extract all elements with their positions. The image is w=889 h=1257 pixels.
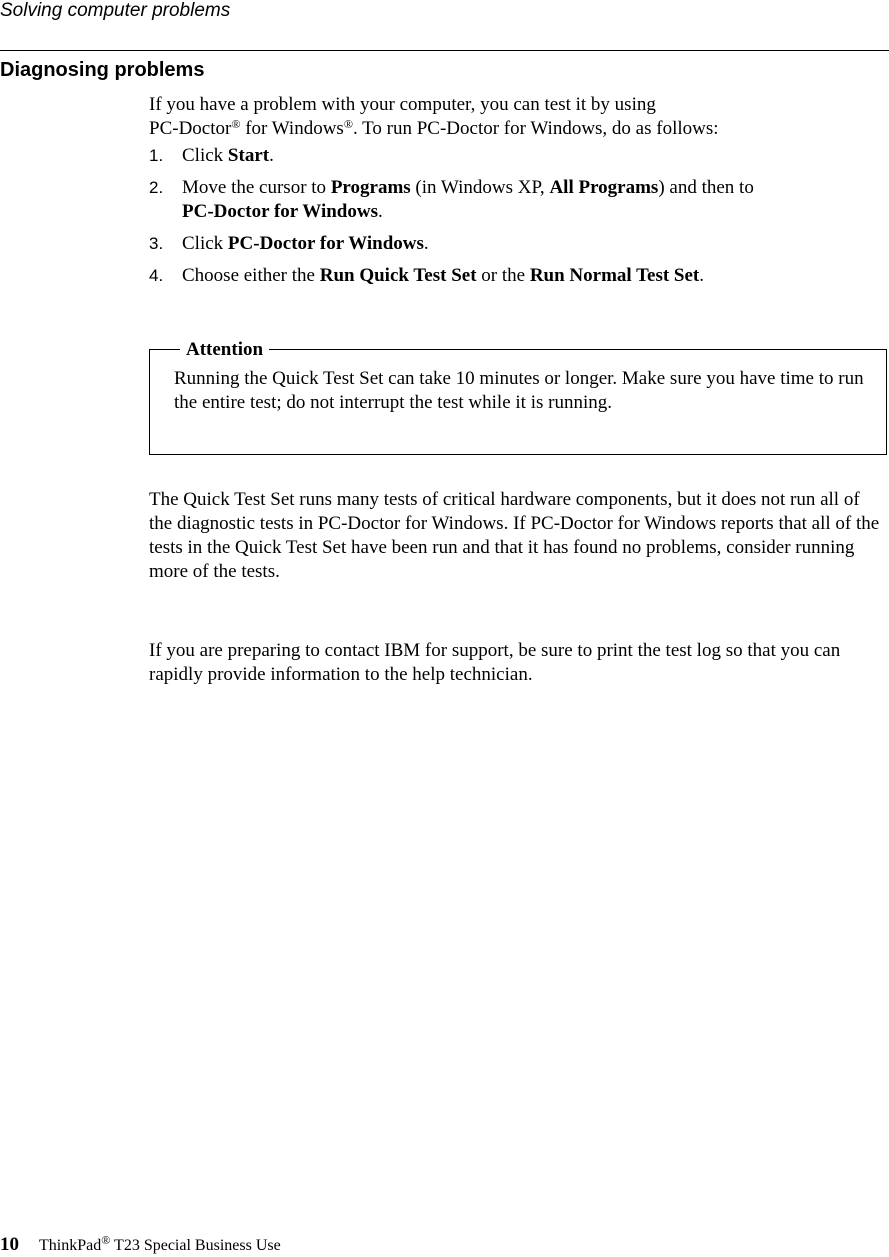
step-bold-text: Start	[227, 145, 270, 166]
step-bold-text: Run Normal Test Set	[529, 265, 700, 286]
step-bold-text: Run Quick Test Set	[319, 265, 477, 286]
intro-text-2: PC-Doctor	[149, 118, 232, 139]
page-number: 10	[0, 1234, 19, 1255]
footer-product: ThinkPad	[39, 1237, 102, 1254]
header-rule	[0, 50, 889, 51]
registered-mark: ®	[343, 117, 353, 131]
step-text: .	[423, 233, 429, 254]
step-text: Move the cursor to	[182, 177, 331, 198]
registered-mark: ®	[101, 1233, 111, 1247]
step-item	[149, 176, 885, 224]
step-item	[149, 264, 885, 288]
support-paragraph: If you are preparing to contact IBM for support, be sure to print the test log so that you can rapidly provide information to the help technician.	[149, 640, 841, 685]
step-text: .	[699, 265, 704, 286]
step-number: 4.	[149, 266, 164, 285]
step-text: .	[269, 145, 274, 166]
step-text: ) and then to	[658, 177, 754, 198]
step-bold-text: PC-Doctor for Windows	[182, 201, 378, 222]
step-text: Click	[182, 145, 228, 166]
steps-list	[149, 144, 885, 288]
step-bold-text: All Programs	[549, 177, 659, 198]
step-text: or the	[476, 265, 530, 286]
running-head: Solving computer problems	[0, 0, 231, 21]
step-item	[149, 144, 885, 168]
step-text: .	[377, 201, 383, 222]
main-content	[149, 93, 885, 296]
intro-paragraph	[149, 93, 885, 141]
attention-text: Running the Quick Test Set can take 10 minutes or longer. Make sure you have time to run the entire test; do not interrupt the test while it is running.	[174, 368, 864, 413]
step-text: (in Windows XP,	[410, 177, 550, 198]
attention-box	[149, 339, 887, 455]
step-number: 2.	[149, 178, 164, 197]
intro-text-3: for Windows	[240, 118, 344, 139]
footer-text: T23 Special Business Use	[110, 1237, 281, 1254]
step-bold-text: PC-Doctor for Windows	[227, 233, 424, 254]
step-text: Click	[182, 233, 228, 254]
intro-text-1: If you have a problem with your computer, you can test it by using	[149, 94, 656, 115]
attention-label: Attention	[180, 340, 269, 360]
section-title: Diagnosing problems	[0, 59, 205, 81]
step-text: Choose either the	[182, 265, 320, 286]
quick-test-paragraph: The Quick Test Set runs many tests of critical hardware components, but it does not run all of the diagnostic tests in PC-Doctor for Windows. If PC-Doctor for Windows reports that all of the tests in the Quick Test Set have been run and that it has found no problems, consider running more of the tests.	[149, 489, 880, 582]
step-bold-text: Programs	[330, 177, 411, 198]
step-number: 1.	[149, 146, 164, 165]
page-footer	[0, 1234, 281, 1257]
step-number: 3.	[149, 234, 164, 253]
step-item	[149, 232, 885, 256]
registered-mark: ®	[231, 117, 241, 131]
intro-text-4: . To run PC-Doctor for Windows, do as follows:	[352, 118, 719, 139]
